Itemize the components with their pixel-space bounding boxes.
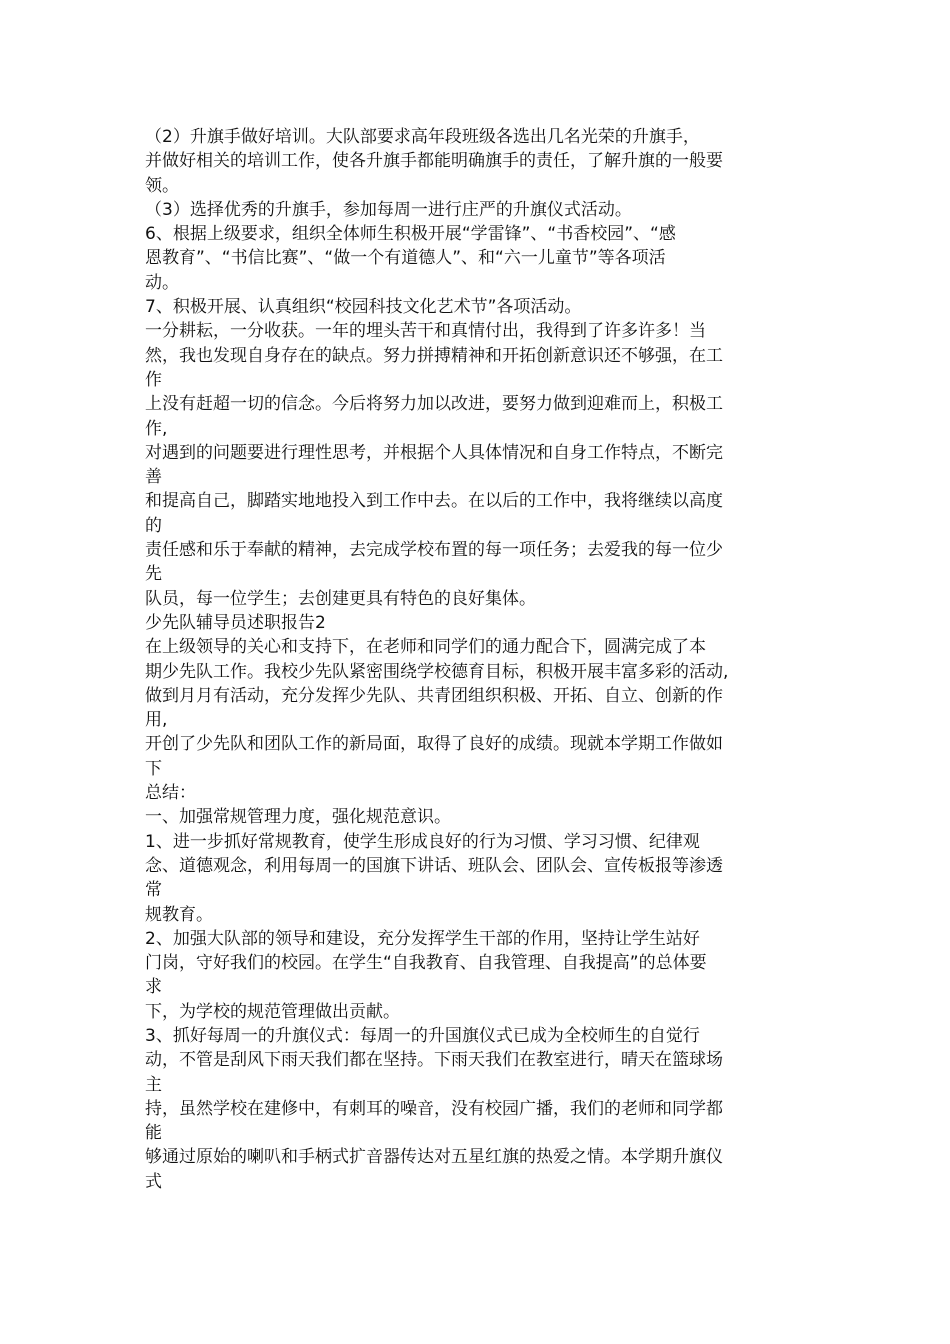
text-line: 在上级领导的关心和支持下，在老师和同学们的通力配合下，圆满完成了本 [145, 637, 706, 658]
text-line: 做到月月有活动，充分发挥少先队、共青团组织积极、开拓、自立、创新的作 [145, 685, 723, 706]
text-line: 7、积极开展、认真组织“校园科技文化艺术节”各项活动。 [145, 297, 582, 318]
text-line: 能 [145, 1123, 162, 1144]
text-line: 责任感和乐于奉献的精神，去完成学校布置的每一项任务；去爱我的每一位少 [145, 540, 723, 561]
text-line: （3）选择优秀的升旗手，参加每周一进行庄严的升旗仪式活动。 [145, 199, 632, 220]
text-line: 动，不管是刮风下雨天我们都在坚持。下雨天我们在教室进行，晴天在篮球场 [145, 1050, 723, 1071]
text-line: 领。 [145, 175, 179, 196]
text-line: 门岗，守好我们的校园。在学生“自我教育、自我管理、自我提高”的总体要 [145, 953, 707, 974]
text-line: 对遇到的问题要进行理性思考，并根据个人具体情况和自身工作特点，不断完 [145, 442, 723, 463]
text-line: 念、道德观念，利用每周一的国旗下讲话、班队会、团队会、宣传板报等渗透 [145, 855, 723, 876]
text-line: 用, [145, 710, 168, 731]
text-line: 善 [145, 467, 162, 488]
text-line: 一分耕耘，一分收获。一年的埋头苦干和真情付出，我得到了许多许多！当 [145, 321, 706, 342]
text-line: 2、加强大队部的领导和建设，充分发挥学生干部的作用，坚持让学生站好 [145, 928, 700, 949]
text-line: 3、抓好每周一的升旗仪式：每周一的升国旗仪式已成为全校师生的自觉行 [145, 1025, 700, 1046]
text-line: 队员，每一位学生；去创建更具有特色的良好集体。 [145, 588, 536, 609]
text-line: 持，虽然学校在建修中，有刺耳的噪音，没有校园广播，我们的老师和同学都 [145, 1098, 723, 1119]
document-body [145, 125, 815, 1194]
text-line: 先 [145, 564, 162, 585]
text-line: 开创了少先队和团队工作的新局面，取得了良好的成绩。现就本学期工作做如 [145, 734, 723, 755]
text-line: 一、加强常规管理力度，强化规范意识。 [145, 807, 451, 828]
text-line: 作 [145, 369, 162, 390]
text-line: 下 [145, 758, 162, 779]
text-line: 和提高自己，脚踏实地地投入到工作中去。在以后的工作中，我将继续以高度 [145, 491, 723, 512]
text-line: 并做好相关的培训工作，使各升旗手都能明确旗手的责任，了解升旗的一般要 [145, 151, 723, 172]
text-line: 1、进一步抓好常规教育，使学生形成良好的行为习惯、学习习惯、纪律观 [145, 831, 700, 852]
text-line: 常 [145, 880, 162, 901]
text-line: 然，我也发现自身存在的缺点。努力拼搏精神和开拓创新意识还不够强，在工 [145, 345, 723, 366]
text-line: （2）升旗手做好培训。大队部要求高年段班级各选出几名光荣的升旗手， [145, 127, 700, 147]
text-line: 期少先队工作。我校少先队紧密围绕学校德育目标，积极开展丰富多彩的活动, [145, 661, 729, 682]
text-line: 够通过原始的喇叭和手柄式扩音器传达对五星红旗的热爱之情。本学期升旗仪 [145, 1147, 723, 1168]
text-line: 作, [145, 418, 168, 439]
text-line: 求 [145, 977, 162, 998]
text-line: 主 [145, 1074, 162, 1095]
text-line: 的 [145, 515, 162, 536]
text-line: 恩教育”、“书信比赛”、“做一个有道德人”、和“六一儿童节”等各项活 [145, 248, 666, 269]
text-line: 上没有赶超一切的信念。今后将努力加以改进，要努力做到迎难而上，积极工 [145, 394, 723, 415]
text-line: 6、根据上级要求，组织全体师生积极开展“学雷锋”、“书香校园”、“感 [145, 224, 676, 245]
text-line: 下，为学校的规范管理做出贡献。 [145, 1001, 400, 1022]
text-line: 总结： [145, 783, 196, 804]
text-line: 少先队辅导员述职报告2 [145, 612, 326, 633]
text-line: 式 [145, 1171, 162, 1192]
text-line: 规教育。 [145, 904, 213, 925]
text-line: 动。 [145, 272, 179, 293]
